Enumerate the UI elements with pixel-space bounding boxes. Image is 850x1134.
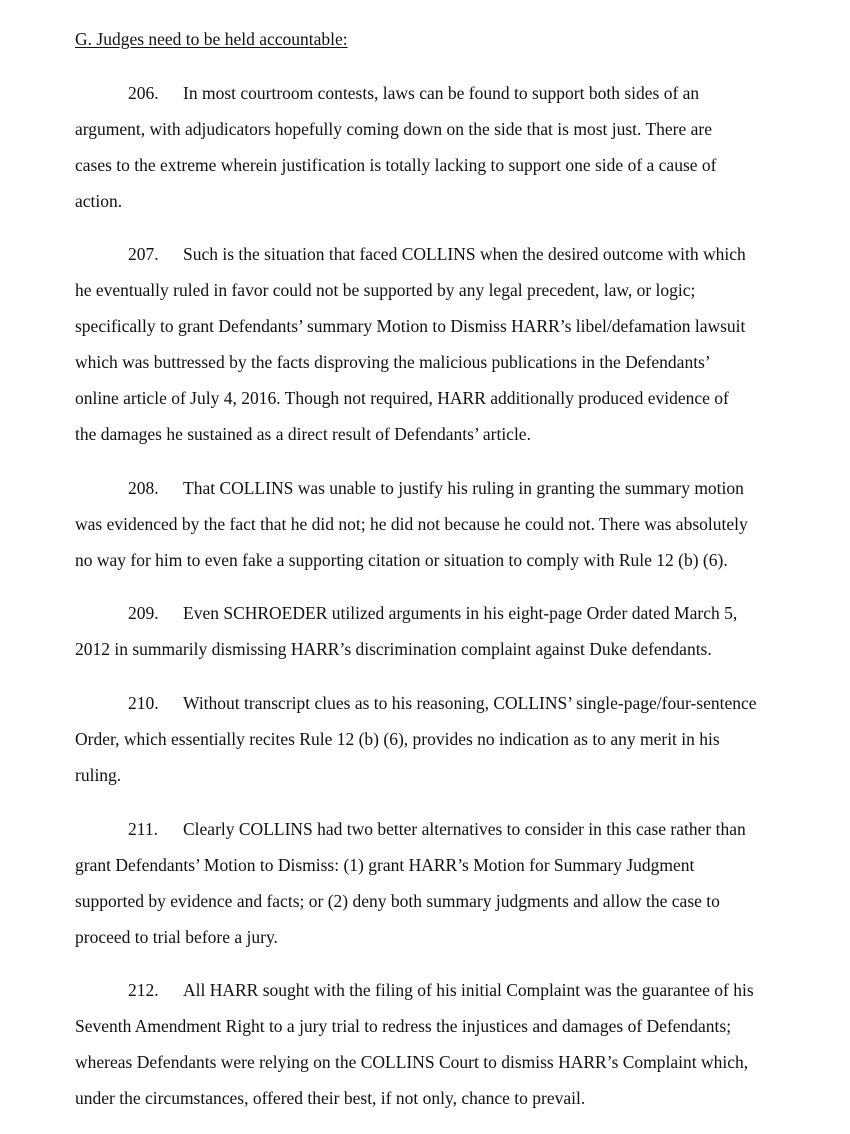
paragraph-line: grant Defendants’ Motion to Dismiss: (1) grant HARR’s Motion for Summary Judgment [75,855,695,875]
paragraph-line: Seventh Amendment Right to a jury trial to redress the injustices and damages of Defendants; [75,1016,732,1036]
paragraph-line: 208. That COLLINS was unable to justify his ruling in granting the summary motion [128,478,744,498]
paragraph-207 [75,243,795,459]
paragraph-line: online article of July 4, 2016. Though not required, HARR additionally produced evidence of [75,388,729,408]
paragraph-line: action. [75,191,123,211]
paragraph-line: no way for him to even fake a supporting citation or situation to comply with Rule 12 (b) (6). [75,550,728,570]
paragraph-number: 209. [128,603,159,623]
paragraph-208 [75,477,795,585]
paragraph-line: 211. Clearly COLLINS had two better alternatives to consider in this case rather than [128,819,746,839]
paragraph-line: ruling. [75,765,122,785]
paragraph-number: 210. [128,693,159,713]
paragraph-210 [75,692,795,800]
paragraph-line: 212. All HARR sought with the filing of his initial Complaint was the guarantee of his [128,980,754,1000]
paragraph-line: specifically to grant Defendants’ summary Motion to Dismiss HARR’s libel/defamation lawsuit [75,316,746,336]
paragraph-line: 207. Such is the situation that faced COLLINS when the desired outcome with which [128,244,746,264]
paragraph-211 [75,818,795,962]
paragraph-line: which was buttressed by the facts disproving the malicious publications in the Defendants’ [75,352,711,372]
paragraph-line: argument, with adjudicators hopefully coming down on the side that is most just. There are [75,119,713,139]
paragraph-line: supported by evidence and facts; or (2) deny both summary judgments and allow the case to [75,891,720,911]
paragraph-212 [75,979,795,1123]
paragraph-209 [75,602,795,674]
paragraph-line: 210. Without transcript clues as to his reasoning, COLLINS’ single-page/four-sentence [128,693,757,713]
paragraph-line: proceed to trial before a jury. [75,927,278,947]
paragraph-line: cases to the extreme wherein justification is totally lacking to support one side of a cause of [75,155,717,175]
paragraph-line: Order, which essentially recites Rule 12 (b) (6), provides no indication as to any merit in his [75,729,720,749]
section-heading: G. Judges need to be held accountable: [75,29,348,49]
paragraph-line: under the circumstances, offered their best, if not only, chance to prevail. [75,1088,586,1108]
paragraph-number: 208. [128,478,159,498]
paragraph-line: 209. Even SCHROEDER utilized arguments in his eight-page Order dated March 5, [128,603,738,623]
paragraph-number: 207. [128,244,159,264]
paragraph-line: the damages he sustained as a direct result of Defendants’ article. [75,424,531,444]
paragraph-number: 211. [128,819,158,839]
paragraph-206 [75,82,795,226]
paragraph-line: was evidenced by the fact that he did not; he did not because he could not. There was absolutely [75,514,748,534]
paragraph-line: he eventually ruled in favor could not be supported by any legal precedent, law, or logic; [75,280,696,300]
paragraph-line: 206. In most courtroom contests, laws can be found to support both sides of an [128,83,700,103]
paragraph-number: 212. [128,980,159,1000]
paragraph-line: whereas Defendants were relying on the COLLINS Court to dismiss HARR’s Complaint which, [75,1052,749,1072]
paragraph-number: 206. [128,83,159,103]
paragraph-line: 2012 in summarily dismissing HARR’s discrimination complaint against Duke defendants. [75,639,712,659]
